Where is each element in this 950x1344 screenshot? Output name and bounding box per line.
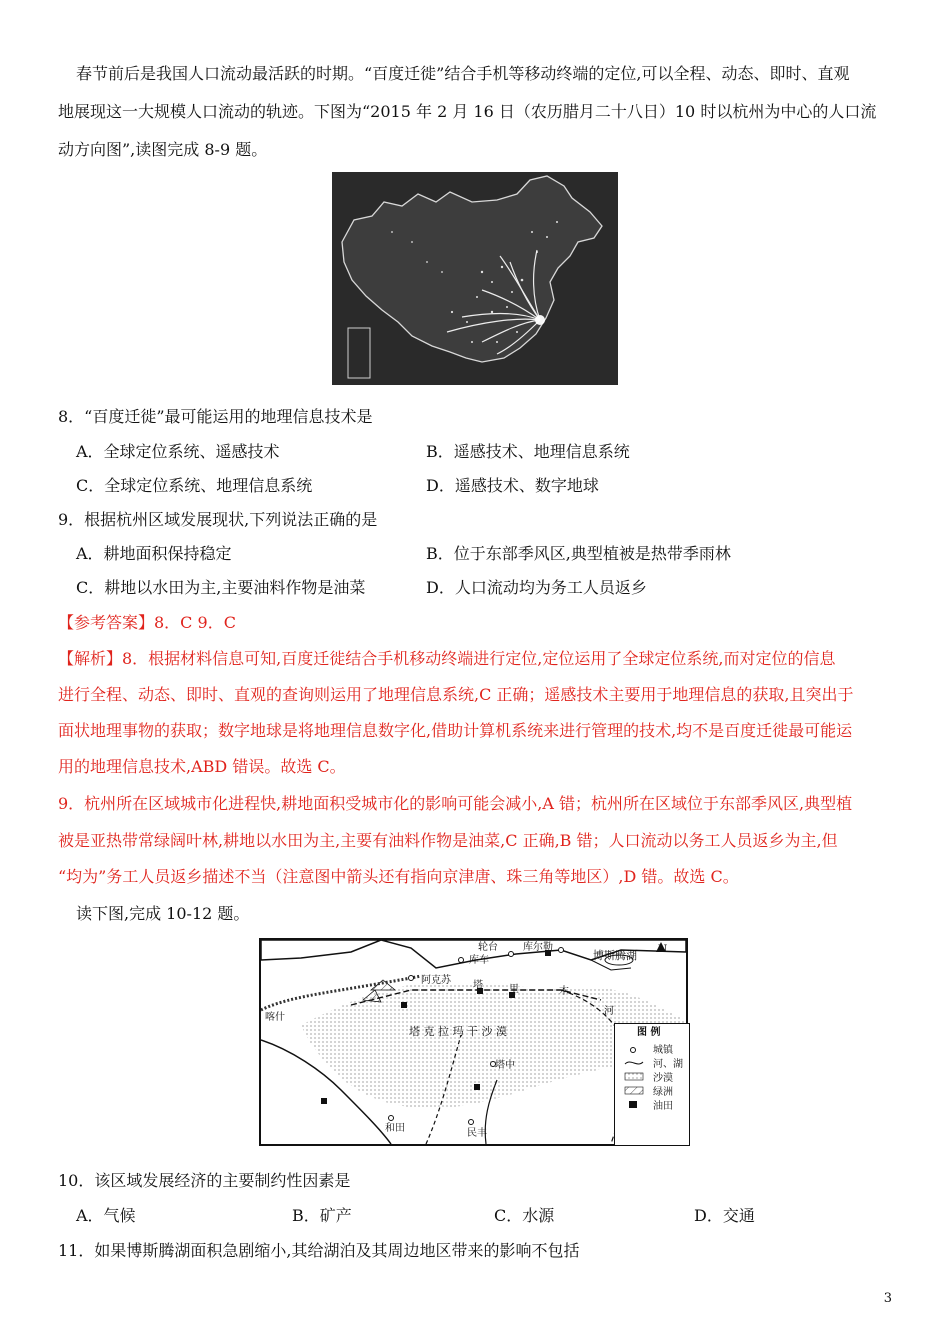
q10-option-a: A．气候 <box>76 1206 136 1225</box>
legend-item-oilfield: 油田 <box>653 1101 673 1112</box>
legend-item-town: 城镇 <box>653 1045 673 1056</box>
q8-option-b: B．遥感技术、地理信息系统 <box>426 442 630 461</box>
label-tazhong: 塔中 <box>495 1060 515 1071</box>
tarim-basin-map <box>259 938 688 1146</box>
label-minfeng: 民丰 <box>467 1128 487 1139</box>
analysis-line-7: “均为”务工人员返乡描述不当（注意图中箭头还有指向京津唐、珠三角等地区）,D 错。故选 C。 <box>58 867 739 886</box>
analysis-line-4: 用的地理信息技术,ABD 错误。故选 C。 <box>58 757 346 776</box>
q8-option-c: C．全球定位系统、地理信息系统 <box>76 476 313 495</box>
q9-option-d: D．人口流动均为务工人员返乡 <box>426 578 647 597</box>
migration-map-figure <box>332 172 618 385</box>
q9-stem: 9．根据杭州区域发展现状,下列说法正确的是 <box>58 510 378 529</box>
map-legend <box>614 1023 690 1146</box>
analysis-line-1: 【解析】8．根据材料信息可知,百度迁徙结合手机移动终端进行定位,定位运用了全球定位系统,而对定位的信息 <box>58 649 836 668</box>
label-tarim-mu: 木 <box>559 986 569 997</box>
label-kuerle: 库尔勒 <box>523 942 553 953</box>
migration-map-svg <box>332 172 618 385</box>
page-number: 3 <box>883 1291 892 1306</box>
q10-option-c: C．水源 <box>494 1206 555 1225</box>
label-bosten-lake: 博斯腾湖 <box>593 949 637 962</box>
label-kashi: 喀什 <box>265 1012 285 1023</box>
label-kuche: 库车 <box>469 955 489 966</box>
q8-option-d: D．遥感技术、数字地球 <box>426 476 599 495</box>
legend-item-oasis: 绿洲 <box>653 1087 673 1098</box>
q10-option-b: B．矿产 <box>292 1206 352 1225</box>
label-tarim-li: 里 <box>509 984 519 995</box>
north-arrow-label: N <box>658 944 668 955</box>
q8-stem: 8．“百度迁徙”最可能运用的地理信息技术是 <box>58 407 373 426</box>
legend-item-desert: 沙漠 <box>653 1073 673 1084</box>
q11-stem: 11．如果博斯腾湖面积急剧缩小,其给湖泊及其周边地区带来的影响不包括 <box>58 1241 580 1260</box>
legend-oilfield-symbol <box>629 1101 637 1108</box>
legend-town-symbol <box>631 1048 636 1053</box>
label-tarim-ta: 塔 <box>473 980 483 991</box>
hangzhou-center <box>535 315 545 325</box>
analysis-line-6: 被是亚热带常绿阔叶林,耕地以水田为主,主要有油料作物是油菜,C 正确,B 错；人口流动以务工人员返乡为主,但 <box>58 831 838 850</box>
label-taklamakan-desert: 塔 克 拉 玛 干 沙 漠 <box>409 1025 507 1038</box>
intro-line-1: 春节前后是我国人口流动最活跃的时期。“百度迁徙”结合手机等移动终端的定位,可以全程、动态、即时、直观 <box>76 64 850 83</box>
legend-river-symbol <box>625 1062 643 1064</box>
q10-option-d: D．交通 <box>694 1206 755 1225</box>
label-tarim-he: 河 <box>604 1006 614 1017</box>
intro-line-2: 地展现这一大规模人口流动的轨迹。下图为“2015 年 2 月 16 日（农历腊月二十八日）10 时以杭州为中心的人口流 <box>58 102 877 121</box>
label-luntai: 轮台 <box>478 942 498 953</box>
legend-oasis-symbol <box>625 1087 643 1094</box>
q10-stem: 10．该区域发展经济的主要制约性因素是 <box>58 1171 351 1190</box>
q9-option-b: B．位于东部季风区,典型植被是热带季雨林 <box>426 544 731 563</box>
read-figure-instruction: 读下图,完成 10-12 题。 <box>76 904 250 923</box>
analysis-line-3: 面状地理事物的获取；数字地球是将地理信息数字化,借助计算机系统来进行管理的技术,均不是百度迁徙最可能运 <box>58 721 853 740</box>
q8-option-a: A．全球定位系统、遥感技术 <box>76 442 280 461</box>
q9-option-a: A．耕地面积保持稳定 <box>76 544 232 563</box>
legend-desert-symbol <box>625 1073 643 1080</box>
label-aksu: 阿克苏 <box>421 975 451 986</box>
legend-title: 图 例 <box>637 1027 661 1038</box>
label-hetian: 和田 <box>385 1123 405 1134</box>
legend-item-river-lake: 河、湖 <box>653 1059 683 1070</box>
q9-option-c: C．耕地以水田为主,主要油料作物是油菜 <box>76 578 366 597</box>
analysis-line-2: 进行全程、动态、即时、直观的查询则运用了地理信息系统,C 正确；遥感技术主要用于地理信息的获取,且突出于 <box>58 685 854 704</box>
reference-answer: 【参考答案】8．C 9．C <box>58 613 236 632</box>
intro-line-3: 动方向图”,读图完成 8-9 题。 <box>58 140 268 159</box>
analysis-line-5: 9．杭州所在区域城市化进程快,耕地面积受城市化的影响可能会减小,A 错；杭州所在区域位于东部季风区,典型植 <box>58 794 853 813</box>
